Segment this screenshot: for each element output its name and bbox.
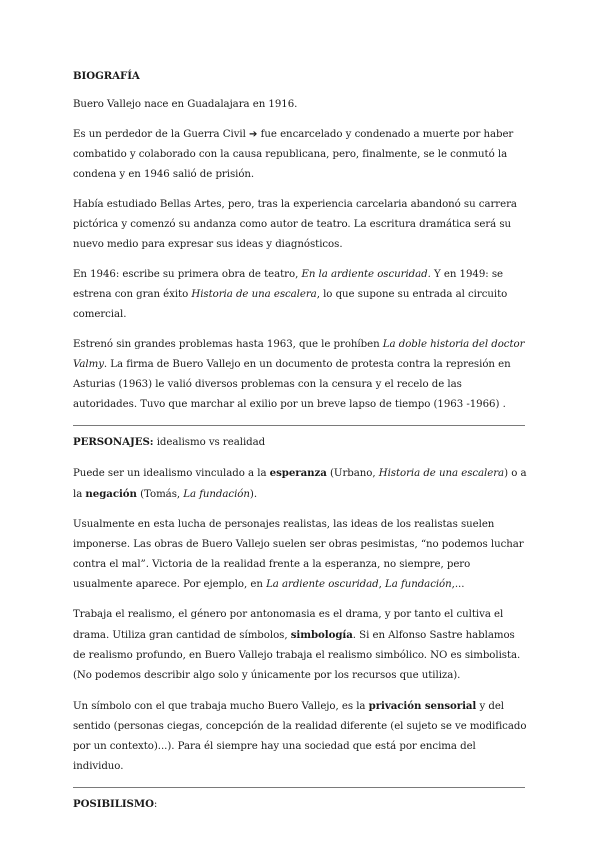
text-run: Trabaja el realismo, el género por antonomasia es el drama, y por tanto el cultiva el drama. Utiliza gran cantidad de símbolos, bbox=[73, 609, 504, 641]
personajes-paragraph-1 bbox=[73, 463, 528, 505]
bio-paragraph-4 bbox=[73, 265, 528, 325]
work-title: La doble historia del doctor Valmy bbox=[73, 339, 525, 370]
text-run: . Y en 1949: se estrena con gran éxito bbox=[73, 269, 503, 300]
posibilismo-heading bbox=[73, 794, 528, 815]
work-title: La ardiente oscuridad bbox=[266, 579, 379, 590]
text-run: (Urbano, bbox=[326, 468, 379, 479]
text-run: . La firma de Buero Vallejo en un documento de protesta contra la represión en Asturias (1963) le valió diversos problemas con la censura y el recelo de las autoridades. Tuvo que marchar al exilio por un breve lapso de tiempo (1963 -1966) . bbox=[73, 359, 511, 410]
keyword: esperanza bbox=[269, 467, 327, 479]
text-run: y del sentido (personas ciegas, concepción de la realidad diferente (el sujeto se ve modificado por un contexto)...). Para él siempre hay una sociedad que está por encima del individuo. bbox=[73, 701, 527, 772]
text-run: ). bbox=[249, 489, 258, 500]
posibilismo-title: POSIBILISMO bbox=[73, 798, 154, 810]
text-run: ,... bbox=[451, 579, 465, 590]
bio-paragraph-1: Buero Vallejo nace en Guadalajara en 1916. bbox=[73, 99, 298, 110]
personajes-paragraph-2 bbox=[73, 515, 528, 595]
text-run: Un símbolo con el que trabaja mucho Buero Vallejo, es la bbox=[73, 701, 369, 712]
work-title: Historia de una escalera bbox=[191, 289, 317, 300]
posibilismo-colon: : bbox=[153, 799, 158, 810]
personajes-title: PERSONAJES: bbox=[73, 436, 154, 448]
text-run: Estrenó sin grandes problemas hasta 1963, que le prohíben bbox=[73, 339, 383, 350]
text-run: Puede ser un idealismo vinculado a la bbox=[73, 468, 270, 479]
text-run: En 1946: escribe su primera obra de teatro, bbox=[73, 269, 302, 280]
text-run: (Tomás, bbox=[136, 489, 184, 500]
work-title: La fundación bbox=[183, 489, 250, 500]
text-run: , lo que supone su entrada al circuito comercial. bbox=[73, 289, 508, 320]
personajes-paragraph-3 bbox=[73, 605, 528, 686]
biografia-heading: BIOGRAFÍA bbox=[73, 70, 140, 82]
work-title: Historia de una escalera bbox=[378, 468, 505, 479]
keyword: privación sensorial bbox=[368, 700, 477, 712]
text-run: . Si en Alfonso Sastre hablamos de realismo profundo, en Buero Vallejo trabaja el realismo simbólico. NO es simbolista. (No podemos describir algo solo y únicamente por los recursos que utiliza). bbox=[73, 630, 521, 681]
section-divider bbox=[73, 787, 525, 788]
keyword: negación bbox=[85, 488, 137, 500]
personajes-paragraph-4 bbox=[73, 696, 528, 777]
text-run: Usualmente en esta lucha de personajes realistas, las ideas de los realistas suelen imponerse. Las obras de Buero Vallejo suelen ser obras pesimistas, “no podemos luchar contra el mal”. Victoria de la realidad frente a la esperanza, no siempre, pero usualmente aparece. Por ejemplo, en bbox=[73, 519, 524, 590]
section-divider bbox=[73, 425, 525, 426]
bio-paragraph-3: Había estudiado Bellas Artes, pero, tras la experiencia carcelaria abandonó su carrera pictórica y comenzó su andanza como autor de teatro. La escritura dramática será su nuevo medio para expresar sus ideas y diagnósticos. bbox=[73, 199, 517, 250]
work-title: En la ardiente oscuridad bbox=[301, 269, 428, 280]
bio-paragraph-5 bbox=[73, 335, 528, 415]
document-body bbox=[73, 66, 528, 825]
personajes-subtitle: idealismo vs realidad bbox=[153, 437, 266, 448]
text-run: ) o a la bbox=[73, 468, 527, 500]
bio-paragraph-2: Es un perdedor de la Guerra Civil ➔ fue encarcelado y condenado a muerte por haber combatido y colaborado con la causa republicana, pero, finalmente, se le conmutó la condena y en 1946 salió de prisión. bbox=[73, 129, 514, 180]
personajes-heading bbox=[73, 432, 528, 453]
text-run: , bbox=[378, 579, 386, 590]
work-title: La fundación bbox=[385, 579, 452, 590]
keyword: simbología bbox=[290, 629, 353, 641]
